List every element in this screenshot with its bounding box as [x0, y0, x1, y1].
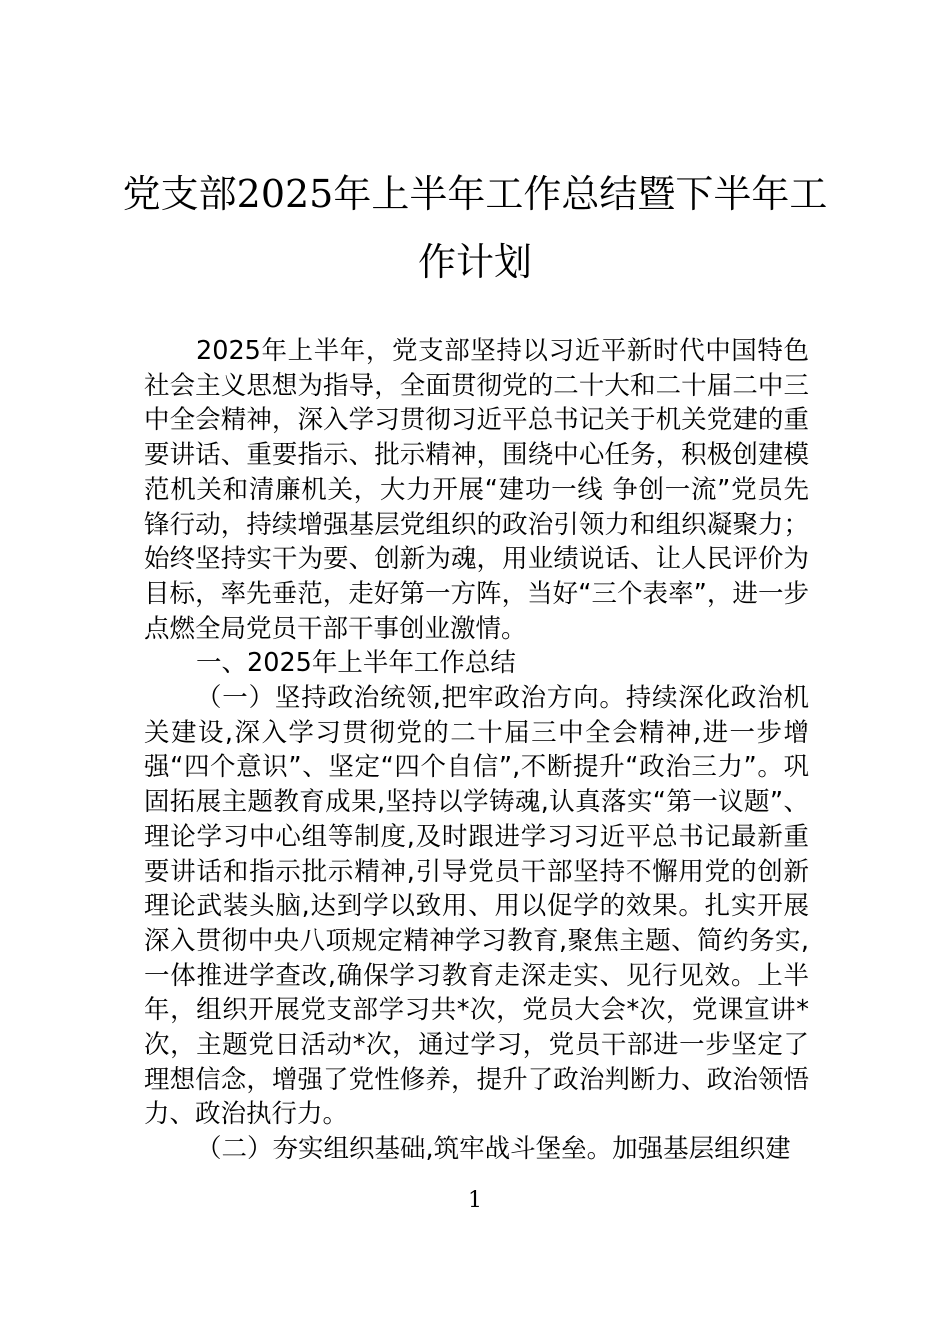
subsection-paragraph-1: （一）坚持政治统领,把牢政治方向。持续深化政治机关建设,深入学习贯彻党的二十届三中全会精神,进一步增强“四个意识”、坚定“四个自信”,不断提升“政治三力”。巩固拓展主题教育成果,坚持以学铸魂,认真落实“第一议题”、理论学习中心组等制度,及时跟进学习习近平总书记最新重要讲话和指示批示精神,引导党员干部坚持不懈用党的创新理论武装头脑,达到学以致用、用以促学的效果。扎实开展深入贯彻中央八项规定精神学习教育,聚焦主题、简约务实,一体推进学查改,确保学习教育走深走实、见行见效。上半年，组织开展党支部学习共*次，党员大会*次，党课宣讲*次，主题党日活动*次，通过学习，党员干部进一步坚定了理想信念，增强了党性修养，提升了政治判断力、政治领悟力、政治执行力。	[144, 683, 809, 1130]
subsection-paragraph-2: （二）夯实组织基础,筑牢战斗堡垒。加强基层组织建	[196, 1134, 791, 1165]
title-line-1: 党支部2025年上半年工作总结暨下半年工	[122, 172, 828, 216]
document-body	[144, 334, 809, 1167]
title-line-2: 作计划	[417, 240, 532, 284]
document-title	[120, 160, 830, 296]
intro-paragraph: 2025年上半年，党支部坚持以习近平新时代中国特色社会主义思想为指导，全面贯彻党的二十大和二十届二中三中全会精神，深入学习贯彻习近平总书记关于机关党建的重要讲话、重要指示、批示精神，围绕中心任务，积极创建模范机关和清廉机关，大力开展“建功一线 争创一流”党员先锋行动，持续增强基层党组织的政治引领力和组织凝聚力；始终坚持实干为要、创新为魂，用业绩说话、让人民评价为目标，率先垂范，走好第一方阵，当好“三个表率”，进一步点燃全局党员干部干事创业激情。	[144, 336, 809, 644]
page-number: 1	[468, 1188, 482, 1213]
section-heading-1: 一、2025年上半年工作总结	[196, 648, 516, 679]
